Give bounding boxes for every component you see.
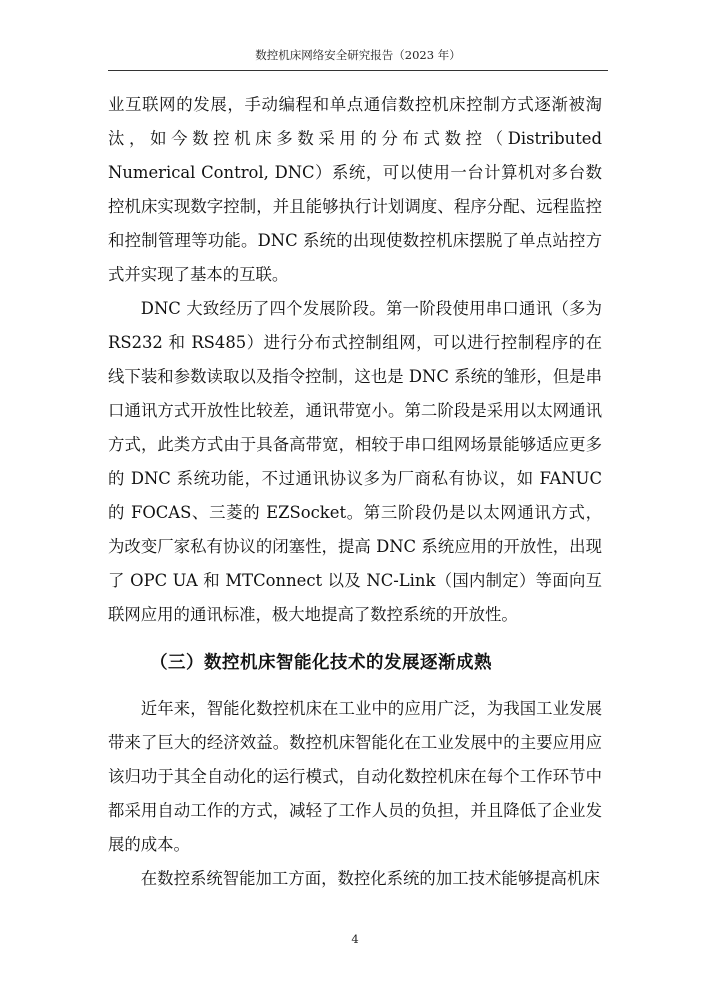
- paragraph-dnc-stages: DNC 大致经历了四个发展阶段。第一阶段使用串口通讯（多为 RS232 和 RS485）进行分布式控制组网，可以进行控制程序的在线下装和参数读取以及指令控制，这也是 DNC 系统的雏形，但是串口通讯方式开放性比较差，通讯带宽小。第二阶段是采用以太网通讯方式，此类方式由于具备高带宽，相较于串口组网场景能够适应更多的 DNC 系统功能，不过通讯协议多为厂商私有协议，如 FANUC 的 FOCAS、三菱的 EZSocket。第三阶段仍是以太网通讯方式，为改变厂家私有协议的闭塞性，提高 DNC 系统应用的开放性，出现了 OPC UA 和 MTConnect 以及 NC-Link（国内制定）等面向互联网应用的通讯标准，极大地提高了数控系统的开放性。: [108, 299, 602, 624]
- paragraph-intelligent-machining: 在数控系统智能加工方面，数控化系统的加工技术能够提高机床: [140, 869, 600, 888]
- running-header: 数控机床网络安全研究报告（2023 年）: [108, 46, 608, 71]
- paragraph-dnc-intro: 业互联网的发展，手动编程和单点通信数控机床控制方式逐渐被淘汰，如今数控机床多数采用的分布式数控（Distributed Numerical Control, DNC）系统，可以使用一台计算机对多台数控机床实现数字控制，并且能够执行计划调度、程序分配、远程监控和控制管理等功能。DNC 系统的出现使数控机床摆脱了单点站控方式并实现了基本的互联。: [108, 95, 602, 284]
- section-heading: （三）数控机床智能化技术的发展逐渐成熟: [150, 653, 492, 673]
- page-number: 4: [351, 932, 359, 946]
- paragraph-intelligent-cnc: 近年来，智能化数控机床在工业中的应用广泛，为我国工业发展带来了巨大的经济效益。数控机床智能化在工业发展中的主要应用应该归功于其全自动化的运行模式，自动化数控机床在每个工作环节中都采用自动工作的方式，减轻了工作人员的负担，并且降低了企业发展的成本。: [108, 699, 602, 854]
- page-body: [108, 88, 602, 896]
